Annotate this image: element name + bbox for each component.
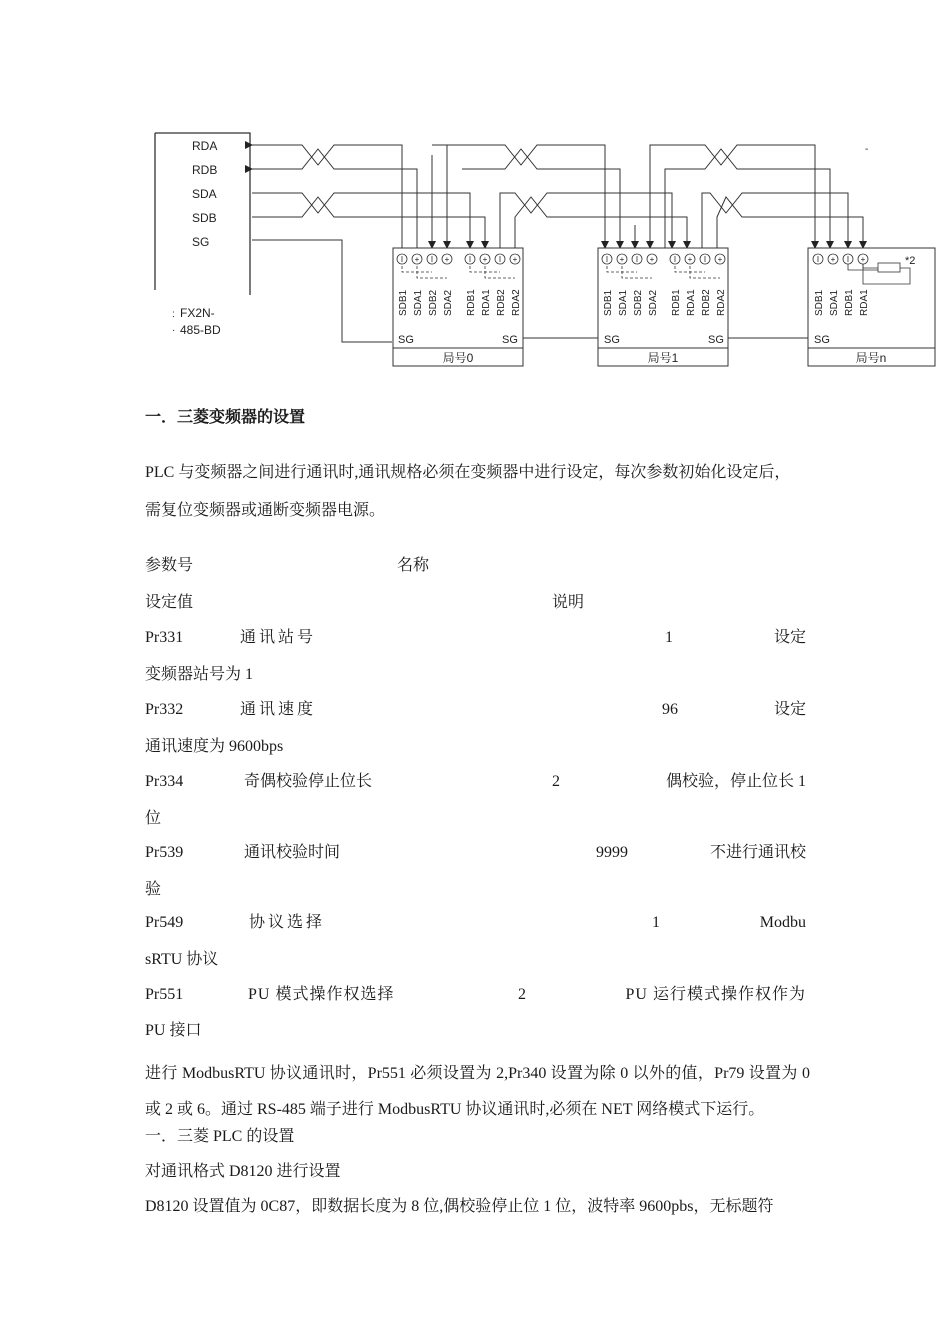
station-1 — [598, 248, 728, 366]
param-desc: PU 运行模式操作权作为 — [625, 986, 806, 1003]
param-desc: 偶校验，停止位长 1 — [665, 773, 806, 790]
station-n-label: 局号n — [855, 351, 887, 365]
plc-name-line1: FX2N- — [180, 306, 215, 320]
param-name: 协议选择 — [249, 914, 326, 931]
param-code: Pr331 — [145, 629, 184, 646]
svg-text:+: + — [482, 255, 488, 264]
svg-text:SDB1: SDB1 — [814, 289, 825, 316]
plc-fx2n-485bd — [155, 133, 250, 337]
svg-text:SDA1: SDA1 — [413, 289, 424, 316]
param-name: PU 模式操作权选择 — [248, 986, 395, 1003]
param-value: 2 — [552, 773, 560, 790]
svg-text:RDA2: RDA2 — [716, 289, 727, 316]
svg-text:I: I — [430, 255, 434, 264]
param-desc-cont: 位 — [145, 810, 162, 827]
param-value: 1 — [665, 629, 673, 646]
col-header-value: 设定值 — [145, 594, 194, 611]
svg-text:RDA1: RDA1 — [686, 289, 697, 316]
svg-text:I: I — [498, 255, 502, 264]
svg-text:+: + — [512, 255, 518, 264]
svg-text:I: I — [816, 255, 820, 264]
svg-text:I: I — [468, 255, 472, 264]
svg-text:SDA2: SDA2 — [443, 289, 454, 316]
param-code: Pr551 — [145, 986, 184, 1003]
svg-text:SG: SG — [398, 334, 414, 346]
param-desc-cont: PU 接口 — [145, 1022, 202, 1039]
param-code: Pr549 — [145, 914, 184, 931]
station-0 — [393, 248, 523, 366]
param-desc: Modbu — [759, 914, 806, 931]
param-value: 1 — [652, 914, 660, 931]
param-value: 2 — [518, 986, 526, 1003]
bus-wires — [252, 145, 863, 342]
svg-text:+: + — [444, 255, 450, 264]
plc-signal-sda: SDA — [192, 187, 217, 201]
plc-line-2: D8120 设置值为 0C87，即数据长度为 8 位,偶校验停止位 1 位，波特率 9600pbs，无标题符 — [145, 1198, 774, 1215]
svg-text:RDA2: RDA2 — [511, 289, 522, 316]
svg-text:SDB2: SDB2 — [428, 289, 439, 316]
svg-text:RDB1: RDB1 — [844, 289, 855, 316]
section-heading-inverter: 一．三菱变频器的设置 — [145, 409, 306, 426]
svg-text:+: + — [414, 255, 420, 264]
resistor-note: *2 — [905, 255, 916, 267]
svg-text:I: I — [673, 255, 677, 264]
svg-text:RDA1: RDA1 — [481, 289, 492, 316]
param-desc-cont: 通讯速度为 9600bps — [145, 738, 284, 755]
param-value: 96 — [662, 701, 678, 718]
svg-text::: : — [172, 309, 175, 320]
svg-text:RDA1: RDA1 — [859, 289, 870, 316]
svg-text:SDB1: SDB1 — [398, 289, 409, 316]
svg-text:SG: SG — [502, 334, 518, 346]
param-code: Pr332 — [145, 701, 184, 718]
param-desc: 设定 — [773, 701, 806, 718]
plc-line-1: 对通讯格式 D8120 进行设置 — [145, 1163, 341, 1180]
intro-line-2: 需复位变频器或通断变频器电源。 — [145, 502, 386, 519]
svg-text:·: · — [172, 325, 176, 336]
param-value: 9999 — [596, 844, 628, 861]
param-code: Pr539 — [145, 844, 184, 861]
col-header-name: 名称 — [397, 557, 430, 574]
param-desc-cont: sRTU 协议 — [145, 951, 219, 968]
param-name: 奇偶校验停止位长 — [244, 773, 373, 790]
svg-text:I: I — [400, 255, 404, 264]
plc-signal-rdb: RDB — [192, 163, 218, 177]
svg-text:I: I — [635, 255, 639, 264]
plc-signal-sg: SG — [192, 235, 210, 249]
svg-text:I: I — [605, 255, 609, 264]
svg-text:RDB2: RDB2 — [496, 289, 507, 316]
svg-text:RDB1: RDB1 — [466, 289, 477, 316]
svg-text:RDB1: RDB1 — [671, 289, 682, 316]
param-name: 通讯速度 — [240, 701, 317, 718]
section-heading-plc: 一．三菱 PLC 的设置 — [145, 1128, 295, 1145]
svg-text:SDA1: SDA1 — [829, 289, 840, 316]
svg-text:I: I — [703, 255, 707, 264]
svg-text:+: + — [687, 255, 693, 264]
svg-text:SG: SG — [708, 334, 724, 346]
param-name: 通讯站号 — [240, 629, 317, 646]
plc-signal-rda: RDA — [192, 139, 218, 153]
param-name: 通讯校验时间 — [244, 844, 341, 861]
svg-text:SG: SG — [814, 334, 830, 346]
svg-text:I: I — [846, 255, 850, 264]
svg-text:+: + — [717, 255, 723, 264]
col-header-param: 参数号 — [145, 557, 194, 574]
svg-text:+: + — [619, 255, 625, 264]
svg-text:+: + — [649, 255, 655, 264]
termination-resistor — [878, 263, 900, 272]
station-n — [808, 248, 935, 366]
svg-text:SDA2: SDA2 — [648, 289, 659, 316]
svg-text:SDB1: SDB1 — [603, 289, 614, 316]
svg-text:SDA1: SDA1 — [618, 289, 629, 316]
rs485-wiring-diagram — [0, 0, 950, 380]
svg-text:SG: SG — [604, 334, 620, 346]
note-paragraph: 进行 ModbusRTU 协议通讯时，Pr551 必须设置为 2,Pr340 设置为除 0 以外的值，Pr79 设置为 0 或 2 或 6。通过 RS-485 端子进行 ModbusRTU 协议通讯时,必须在 NET 网络模式下运行。 — [145, 1065, 810, 1118]
svg-text:RDB2: RDB2 — [701, 289, 712, 316]
svg-text:+: + — [830, 255, 836, 264]
param-desc-cont: 变频器站号为 1 — [145, 666, 254, 683]
dash-mark: - — [865, 144, 869, 155]
col-header-desc: 说明 — [552, 594, 585, 611]
intro-line-1: PLC 与变频器之间进行通讯时,通讯规格必须在变频器中进行设定，每次参数初始化设定后， — [145, 464, 791, 481]
plc-signal-sdb: SDB — [192, 211, 217, 225]
station-1-label: 局号1 — [647, 351, 679, 365]
param-desc-cont: 验 — [145, 881, 162, 898]
svg-text:+: + — [860, 255, 866, 264]
station-0-label: 局号0 — [442, 351, 474, 365]
param-desc: 设定 — [773, 629, 806, 646]
param-code: Pr334 — [145, 773, 184, 790]
plc-name-line2: 485-BD — [180, 323, 221, 337]
svg-text:SDB2: SDB2 — [633, 289, 644, 316]
param-desc: 不进行通讯校 — [709, 844, 806, 861]
